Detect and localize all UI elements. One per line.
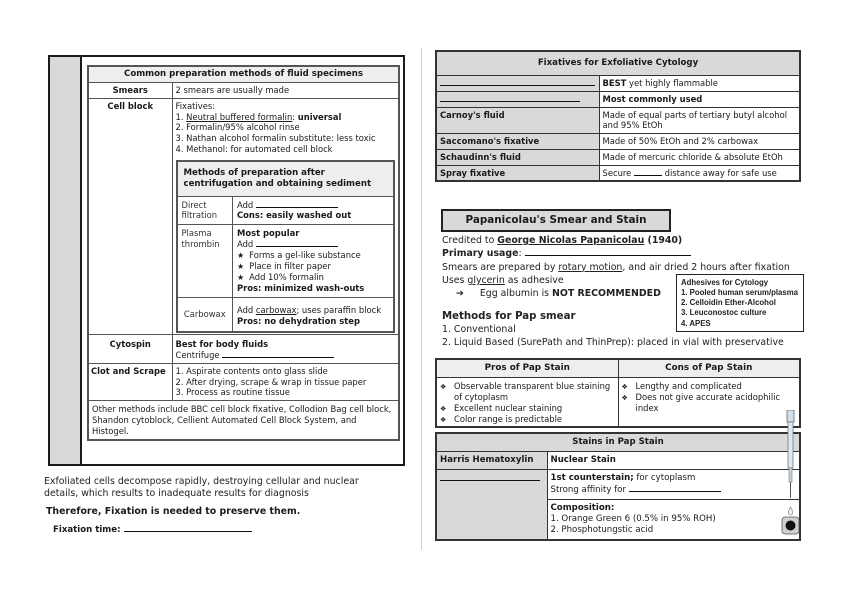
cons-header: Cons of Pap Stain xyxy=(618,359,800,378)
list-item: ❖ Lengthy and complicated xyxy=(622,381,797,392)
list-item: 2. Phosphotungstic acid xyxy=(550,525,654,535)
smears-value: 2 smears are usually made xyxy=(172,83,399,99)
fill-blank xyxy=(256,239,338,247)
list-item: 2. After drying, scrape & wrap in tissue paper xyxy=(175,376,367,387)
plasma-steps-list xyxy=(237,250,389,284)
pros-cons-table xyxy=(435,358,801,428)
list-item: 3. Process as routine tissue xyxy=(175,387,290,398)
list-item: 4. APES xyxy=(681,318,711,328)
method-name: Direct filtration xyxy=(177,196,233,225)
fill-blank xyxy=(256,200,338,208)
cell-block-label: Cell block xyxy=(88,98,172,335)
table-row-smears xyxy=(88,83,399,99)
cytospin-label: Cytospin xyxy=(88,335,172,364)
table-row: Spray fixative Secure distance away for safe use xyxy=(436,165,800,181)
credited-line: Credited to George Nicolas Papanicolau (1940) xyxy=(442,235,683,246)
list-item: 3. Nathan alcohol formalin substitute: less toxic xyxy=(175,133,376,143)
list-item: ❖ Color range is predictable xyxy=(440,414,615,425)
list-item: 1. Orange Green 6 (0.5% in 95% ROH) xyxy=(550,514,716,524)
fixatives-table-title: Fixatives for Exfoliative Cytology xyxy=(436,51,800,76)
list-item: 2. Liquid Based (SurePath and ThinPrep): placed in vial with preservative xyxy=(442,337,784,349)
method-name: Carbowax xyxy=(177,297,233,332)
sediment-methods-table xyxy=(176,160,396,334)
primary-usage-line: Primary usage: xyxy=(442,247,812,260)
arrow-right-icon: ➔ xyxy=(456,288,464,300)
smears-label: Smears xyxy=(88,83,172,99)
fluid-table-title: Common preparation methods of fluid specimens xyxy=(88,66,399,83)
fill-blank xyxy=(634,168,662,176)
cons-list xyxy=(622,381,797,414)
list-item: 2. Celloidin Ether-Alcohol xyxy=(681,298,776,308)
adhesives-title: Adhesives for Cytology xyxy=(681,278,769,287)
list-item: 1. Conventional xyxy=(442,323,516,335)
fill-blank xyxy=(222,350,334,358)
exfoliated-paragraph: Exfoliated cells decompose rapidly, destroying cellular and nuclear details, which results to inadequate results for diagnosis xyxy=(44,476,359,500)
pap-section-title: Papanicolau's Smear and Stain xyxy=(441,209,671,232)
table-row: Harris Hematoxylin Nuclear Stain xyxy=(436,452,800,470)
table-row-carbowax: Carbowax Add carbowax; uses paraffin block Pros: no dehydration step xyxy=(177,297,395,332)
list-item: ★ Place in filter paper xyxy=(237,261,389,272)
fixatives-table xyxy=(435,50,801,182)
egg-albumin-line: ➔ Egg albumin is NOT RECOMMENDED xyxy=(456,288,661,300)
list-item: 1. Aspirate contents onto glass slide xyxy=(175,365,328,376)
clot-scrape-label: Clot and Scrape xyxy=(88,363,172,400)
table-row xyxy=(436,378,800,427)
list-item: 4. Methanol: for automated cell block xyxy=(175,143,333,154)
list-item: ❖ Excellent nuclear staining xyxy=(440,403,615,414)
table-row: Saccomano's fixative Made of 50% EtOh and 2% carbowax xyxy=(436,134,800,150)
fill-blank xyxy=(525,248,691,256)
list-item: 1. Pooled human serum/plasma xyxy=(681,288,798,298)
fixatives-list xyxy=(176,112,396,155)
table-row: Carnoy's fluid Made of equal parts of tertiary butyl alcohol and 95% EtOh xyxy=(436,107,800,134)
stains-table-title: Stains in Pap Stain xyxy=(436,433,800,452)
list-item: 3. Leuconostoc culture xyxy=(681,308,767,318)
pros-list xyxy=(440,381,615,425)
fill-blank xyxy=(440,473,540,481)
list-item: 1. Neutral buffered formalin: universal xyxy=(175,111,342,122)
methods-heading: Methods for Pap smear xyxy=(442,310,576,322)
fixation-time-line: Fixation time: xyxy=(53,524,252,536)
page-divider xyxy=(421,48,422,550)
table-row: 1st counterstain; for cytoplasm Strong affinity for xyxy=(436,470,800,500)
table-row-cell-block xyxy=(88,98,399,335)
other-methods-text: Other methods include BBC cell block fixative, Collodion Bag cell block, Shandon cytoblock, Cellient Automated Cell Block System, and Histogel. xyxy=(88,401,399,441)
fill-blank xyxy=(440,78,595,86)
fixation-statement: Therefore, Fixation is needed to preserve them. xyxy=(46,506,301,517)
adhesive-line: Uses glycerin as adhesive xyxy=(442,275,564,287)
sediment-table-title: Methods of preparation after centrifugation and obtaining sediment xyxy=(177,161,395,197)
table-row-direct-filtration: Direct filtration Add Cons: easily washed out xyxy=(177,196,395,225)
table-row-clot-scrape xyxy=(88,363,399,400)
smears-prep-line: Smears are prepared by rotary motion, and air dried 2 hours after fixation xyxy=(442,261,790,273)
list-item: ❖ Does not give accurate acidophilic index xyxy=(622,392,797,414)
adhesives-callout xyxy=(676,274,804,332)
pros-header: Pros of Pap Stain xyxy=(436,359,618,378)
table-row: Most commonly used xyxy=(436,91,800,107)
table-row: BEST yet highly flammable xyxy=(436,76,800,92)
table-row-plasma-thrombin: Plasma thrombin Most popular Add ★ Forms a gel-like substance ★ Place in filter paper ★ Add 10% formalin Pros: minimized wash-outs xyxy=(177,225,395,298)
table-row-cytospin: Cytospin Best for body fluids Centrifuge xyxy=(88,335,399,364)
table-row: Schaudinn's fluid Made of mercuric chloride & absolute EtOh xyxy=(436,149,800,165)
method-name: Plasma thrombin xyxy=(177,225,233,298)
fixatives-heading: Fixatives: xyxy=(175,100,216,111)
list-item: ❖ Observable transparent blue staining of cytoplasm xyxy=(440,381,615,403)
dropper-icon xyxy=(781,410,801,540)
list-item: ★ Forms a gel-like substance xyxy=(237,250,389,261)
left-gray-strip xyxy=(50,57,82,464)
table-row: Composition: 1. Orange Green 6 (0.5% in 95% ROH) 2. Phosphotungstic acid xyxy=(436,500,800,541)
list-item: ★ Add 10% formalin xyxy=(237,272,389,283)
fill-blank xyxy=(124,524,252,532)
list-item: 2. Formalin/95% alcohol rinse xyxy=(175,122,300,133)
fill-blank xyxy=(629,484,721,492)
fluid-specimens-table xyxy=(87,65,400,441)
table-row-other-methods xyxy=(88,401,399,441)
stains-table xyxy=(435,432,801,541)
fluid-specimens-frame xyxy=(48,55,405,466)
fill-blank xyxy=(440,94,580,102)
